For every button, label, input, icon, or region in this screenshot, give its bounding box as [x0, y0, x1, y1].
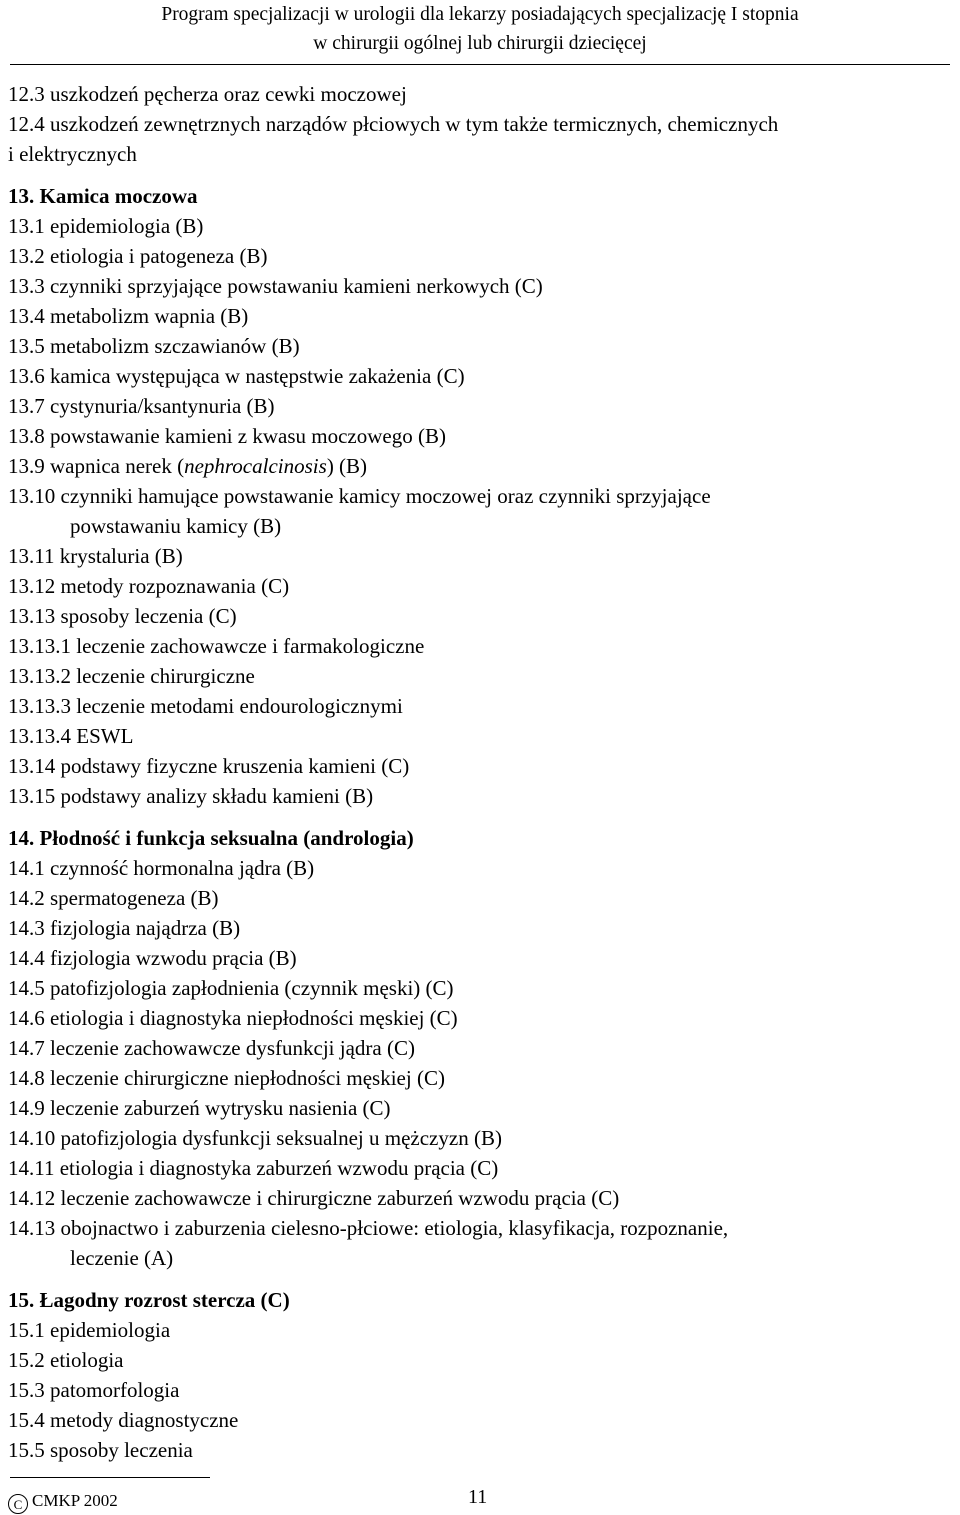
header-line-1: Program specjalizacji w urologii dla lekarzy posiadających specjalizację I stopnia — [161, 4, 799, 25]
list-item: 14.2 spermatogeneza (B) — [8, 886, 219, 910]
list-item-continuation: leczenie (A) — [70, 1246, 174, 1270]
section-heading: 14. Płodność i funkcja seksualna (andrologia) — [8, 826, 414, 850]
page-header — [0, 0, 960, 58]
list-item: 15.5 sposoby leczenia — [8, 1438, 193, 1462]
footer-copyright — [8, 1490, 118, 1514]
list-item: 12.4 uszkodzeń zewnętrznych narządów płciowych w tym także termicznych, chemicznych — [8, 112, 779, 136]
list-item: 14.12 leczenie zachowawcze i chirurgiczne zaburzeń wzwodu prącia (C) — [8, 1186, 620, 1210]
section-heading: 13. Kamica moczowa — [8, 184, 198, 208]
copyright-text: CMKP 2002 — [32, 1491, 118, 1510]
list-item: 14.10 patofizjologia dysfunkcji seksualnej u mężczyzn (B) — [8, 1126, 502, 1150]
list-item: 14.1 czynność hormonalna jądra (B) — [8, 856, 315, 880]
list-item: 13.14 podstawy fizyczne kruszenia kamieni (C) — [8, 754, 410, 778]
list-item: 13.13.3 leczenie metodami endourologicznymi — [8, 694, 403, 718]
list-item: 13.12 metody rozpoznawania (C) — [8, 574, 290, 598]
page-number: 11 — [468, 1486, 488, 1508]
list-item: 14.9 leczenie zaburzeń wytrysku nasienia (C) — [8, 1096, 391, 1120]
list-item: 13.3 czynniki sprzyjające powstawaniu kamieni nerkowych (C) — [8, 274, 543, 298]
list-item — [8, 451, 948, 481]
list-item: 13.10 czynniki hamujące powstawanie kamicy moczowej oraz czynniki sprzyjające — [8, 484, 711, 508]
list-item: 13.13.2 leczenie chirurgiczne — [8, 664, 255, 688]
list-item: 13.13.1 leczenie zachowawcze i farmakologiczne — [8, 634, 425, 658]
list-item-continuation: i elektrycznych — [8, 142, 137, 166]
document-body — [8, 79, 948, 1465]
list-item: 13.2 etiologia i patogeneza (B) — [8, 244, 268, 268]
section-heading: 15. Łagodny rozrost stercza (C) — [8, 1288, 290, 1312]
list-item: 14.7 leczenie zachowawcze dysfunkcji jądra (C) — [8, 1036, 415, 1060]
list-item: 13.6 kamica występująca w następstwie zakażenia (C) — [8, 364, 465, 388]
list-item: 13.7 cystynuria/ksantynuria (B) — [8, 394, 275, 418]
header-line-2: w chirurgii ogólnej lub chirurgii dziecięcej — [313, 33, 647, 54]
list-item: 15.3 patomorfologia — [8, 1378, 180, 1402]
list-item: 15.2 etiologia — [8, 1348, 124, 1372]
list-item: 14.3 fizjologia najądrza (B) — [8, 916, 241, 940]
list-item: 14.5 patofizjologia zapłodnienia (czynnik męski) (C) — [8, 976, 454, 1000]
list-item-text: ) (B) — [326, 454, 368, 478]
list-item-continuation: powstawaniu kamicy (B) — [70, 514, 282, 538]
copyright-icon: C — [8, 1494, 28, 1514]
list-item: 15.4 metody diagnostyczne — [8, 1408, 239, 1432]
list-item: 14.8 leczenie chirurgiczne niepłodności męskiej (C) — [8, 1066, 445, 1090]
list-item: 14.6 etiologia i diagnostyka niepłodności męskiej (C) — [8, 1006, 458, 1030]
list-item-text: 13.9 wapnica nerek ( — [8, 454, 185, 478]
list-item: 13.5 metabolizm szczawianów (B) — [8, 334, 300, 358]
list-item: 14.13 obojnactwo i zaburzenia cielesno-płciowe: etiologia, klasyfikacja, rozpoznanie, — [8, 1216, 729, 1240]
list-item: 13.13.4 ESWL — [8, 724, 134, 748]
list-item: 13.4 metabolizm wapnia (B) — [8, 304, 249, 328]
list-item: 14.11 etiologia i diagnostyka zaburzeń wzwodu prącia (C) — [8, 1156, 499, 1180]
latin-term: nephrocalcinosis — [184, 454, 327, 478]
header-divider — [10, 64, 950, 65]
list-item: 14.4 fizjologia wzwodu prącia (B) — [8, 946, 297, 970]
list-item: 13.15 podstawy analizy składu kamieni (B) — [8, 784, 374, 808]
list-item: 13.1 epidemiologia (B) — [8, 214, 204, 238]
list-item: 13.8 powstawanie kamieni z kwasu moczowego (B) — [8, 424, 446, 448]
list-item: 15.1 epidemiologia — [8, 1318, 171, 1342]
list-item: 13.11 krystaluria (B) — [8, 544, 183, 568]
list-item: 12.3 uszkodzeń pęcherza oraz cewki moczowej — [8, 82, 407, 106]
list-item: 13.13 sposoby leczenia (C) — [8, 604, 237, 628]
footer-divider — [10, 1477, 210, 1478]
